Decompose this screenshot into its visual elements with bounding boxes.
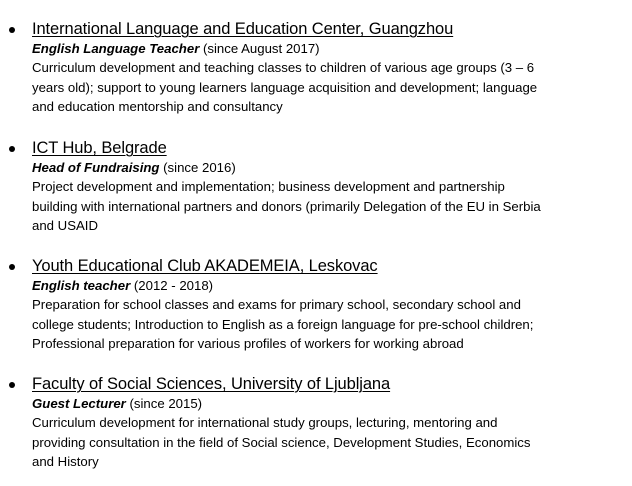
job-description (32, 177, 602, 236)
job-description (32, 295, 602, 354)
employment-period: (2012 - 2018) (130, 278, 214, 293)
role-line (32, 158, 236, 177)
description-line: and History (32, 454, 99, 469)
job-title: English Language Teacher (32, 41, 200, 56)
description-line: Curriculum development and teaching classes to children of various age groups (3 – 6 (32, 60, 535, 75)
description-line: and USAID (32, 218, 98, 233)
employment-period: (since 2016) (159, 160, 236, 175)
job-title: English teacher (32, 278, 131, 293)
description-line: building with international partners and donors (primarily Delegation of the EU in Serbia (32, 198, 541, 214)
employment-period: (since 2015) (125, 396, 203, 411)
bullet-icon (9, 382, 15, 388)
job-title: Head of Fundraising (32, 160, 160, 175)
employment-period: (since August 2017) (199, 41, 320, 56)
organization-name: ICT Hub, Belgrade (32, 139, 167, 157)
job-description (32, 413, 602, 472)
description-line: Preparation for school classes and exams for primary school, secondary school and (32, 297, 521, 312)
bullet-icon (9, 264, 15, 270)
bullet-icon (9, 146, 15, 152)
role-line (32, 39, 320, 58)
organization-name: Youth Educational Club AKADEMEIA, Leskovac (32, 257, 378, 275)
description-line: Project development and implementation; business development and partnership (32, 179, 505, 194)
description-line: Professional preparation for various profiles of workers for working abroad (32, 336, 464, 351)
job-description (32, 58, 602, 117)
bullet-icon (9, 27, 15, 33)
role-line (32, 276, 213, 295)
job-title: Guest Lecturer (32, 396, 126, 411)
description-line: and education mentorship and consultancy (32, 99, 283, 114)
description-line: Curriculum development for international study groups, lecturing, mentoring and (32, 415, 498, 430)
organization-name: Faculty of Social Sciences, University of Ljubljana (32, 375, 391, 393)
description-line: providing consultation in the field of Social science, Development Studies, Economics (32, 434, 531, 450)
description-line: years old); support to young learners language acquisition and development; language (32, 79, 538, 95)
organization-name: International Language and Education Center, Guangzhou (32, 20, 454, 38)
description-line: college students; Introduction to English as a foreign language for pre-school children; (32, 316, 534, 332)
role-line (32, 394, 202, 413)
